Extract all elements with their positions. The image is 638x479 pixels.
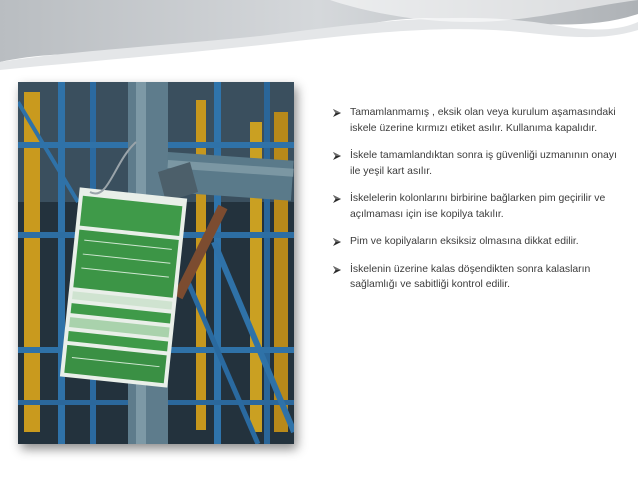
arrow-check-bullet-icon (332, 265, 342, 275)
bullet-text: Tamamlanmamış , eksik olan veya kurulum aşamasındaki iskele üzerine kırmızı etiket asılır. Kullanıma kapalıdır. (350, 107, 616, 134)
arrow-check-bullet-icon (332, 194, 342, 204)
header-swoosh-decoration (0, 0, 638, 90)
scaffold-tag-photo-illustration (18, 82, 294, 444)
scaffold-photo (18, 82, 294, 444)
bullet-item (330, 234, 620, 250)
bullet-text: İskelenin üzerine kalas döşendikten sonra kalasların sağlamlığı ve sabitliği kontrol edilir. (350, 263, 591, 290)
bullet-item (330, 148, 620, 179)
bullet-text: İskelelerin kolonlarını birbirine bağlarken pim geçirilir ve açılmaması için ise kopilya takılır. (350, 193, 606, 220)
arrow-check-bullet-icon (332, 151, 342, 161)
arrow-check-bullet-icon (332, 108, 342, 118)
bullet-text: Pim ve kopilyaların eksiksiz olmasına dikkat edilir. (350, 236, 579, 247)
bullet-list (330, 105, 620, 293)
bullet-item (330, 262, 620, 293)
arrow-check-bullet-icon (332, 237, 342, 247)
bullet-text: İskele tamamlandıktan sonra iş güvenliği uzmanının onayı ile yeşil kart asılır. (350, 150, 617, 177)
bullet-item (330, 105, 620, 136)
bullet-item (330, 191, 620, 222)
